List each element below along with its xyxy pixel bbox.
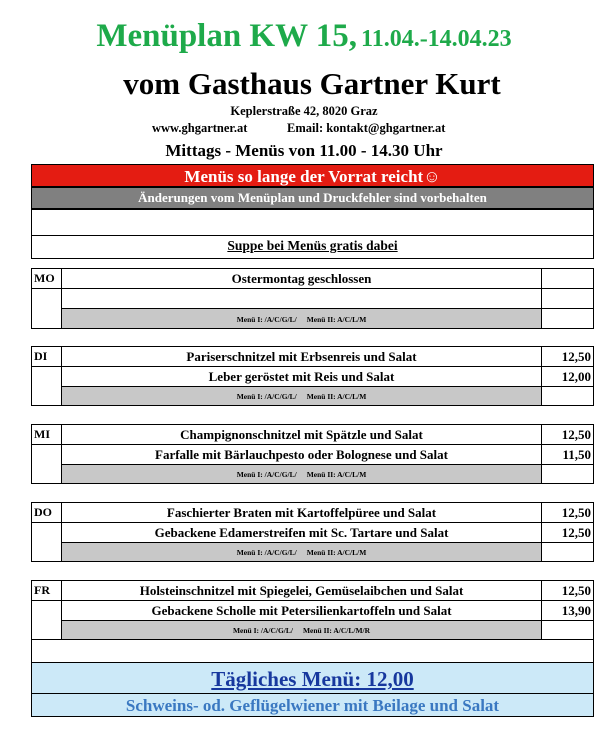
- dish-price: 12,50: [541, 522, 594, 543]
- dish-name: [61, 288, 542, 309]
- allergen-price-blank: [541, 386, 594, 406]
- availability-banner: Menüs so lange der Vorrat reicht☺: [31, 164, 594, 187]
- allergens-menu-1: Menü I: /A/C/G/L/: [236, 315, 297, 324]
- opening-hours: Mittags - Menüs von 11.00 - 14.30 Uhr: [165, 141, 443, 160]
- allergens-menu-2: Menü II: A/C/L/M: [306, 548, 367, 557]
- blank-row: [31, 639, 594, 663]
- dish-price: 12,50: [541, 580, 594, 601]
- dish-name: Faschierter Braten mit Kartoffelpüree und Salat: [61, 502, 542, 523]
- day-label: FR: [31, 580, 62, 601]
- dish-name: Holsteinschnitzel mit Spiegelei, Gemüselaibchen und Salat: [61, 580, 542, 601]
- dish-price: 12,50: [541, 424, 594, 445]
- blank-row: [31, 209, 594, 236]
- daily-menu-title-text: Tägliches Menü: 12,00: [211, 667, 414, 691]
- allergens-menu-2: Menü II: A/C/L/M/R: [302, 626, 371, 635]
- soup-notice-text: Suppe bei Menüs gratis dabei: [227, 238, 398, 253]
- day-label: MI: [31, 424, 62, 445]
- dish-price: 12,00: [541, 366, 594, 387]
- allergen-info: [61, 386, 542, 406]
- website-link[interactable]: www.ghgartner.at: [152, 121, 248, 135]
- allergen-price-blank: [541, 464, 594, 484]
- dish-price: 12,50: [541, 346, 594, 367]
- email-address[interactable]: Email: kontakt@ghgartner.at: [287, 121, 446, 135]
- day-label: DO: [31, 502, 62, 523]
- dish-name: Champignonschnitzel mit Spätzle und Salat: [61, 424, 542, 445]
- soup-notice: [31, 235, 594, 259]
- day-spacer: [31, 600, 62, 640]
- dish-price: 12,50: [541, 502, 594, 523]
- allergen-price-blank: [541, 542, 594, 562]
- restaurant-name: vom Gasthaus Gartner Kurt: [123, 66, 501, 101]
- day-spacer: [31, 444, 62, 484]
- day-spacer: [31, 366, 62, 406]
- day-label: DI: [31, 346, 62, 367]
- allergen-price-blank: [541, 308, 594, 329]
- allergen-info: [61, 464, 542, 484]
- daily-menu-title: [31, 662, 594, 694]
- day-label: MO: [31, 268, 62, 289]
- day-spacer: [31, 522, 62, 562]
- allergens-menu-1: Menü I: /A/C/G/L/: [236, 470, 297, 479]
- day-spacer: [31, 288, 62, 329]
- dish-price: 11,50: [541, 444, 594, 465]
- title-dates: 11.04.-14.04.23: [361, 26, 512, 52]
- dish-price: [541, 268, 594, 289]
- dish-name: Farfalle mit Bärlauchpesto oder Bolognese und Salat: [61, 444, 542, 465]
- allergens-menu-1: Menü I: /A/C/G/L/: [232, 626, 293, 635]
- title-main: Menüplan KW 15,: [96, 18, 358, 54]
- daily-menu-description: Schweins- od. Geflügelwiener mit Beilage und Salat: [31, 693, 594, 717]
- allergen-info: [61, 620, 542, 640]
- allergens-menu-1: Menü I: /A/C/G/L/: [236, 392, 297, 401]
- dish-name: Ostermontag geschlossen: [61, 268, 542, 289]
- menu-title: [0, 18, 608, 66]
- dish-name: Gebackene Scholle mit Petersilienkartoffeln und Salat: [61, 600, 542, 621]
- dish-name: Pariserschnitzel mit Erbsenreis und Salat: [61, 346, 542, 367]
- allergens-menu-2: Menü II: A/C/L/M: [306, 315, 367, 324]
- dish-price: [541, 288, 594, 309]
- allergen-price-blank: [541, 620, 594, 640]
- disclaimer-banner: Änderungen vom Menüplan und Druckfehler sind vorbehalten: [31, 187, 594, 209]
- dish-price: 13,90: [541, 600, 594, 621]
- allergen-info: [61, 542, 542, 562]
- allergens-menu-1: Menü I: /A/C/G/L/: [236, 548, 297, 557]
- allergens-menu-2: Menü II: A/C/L/M: [306, 470, 367, 479]
- allergens-menu-2: Menü II: A/C/L/M: [306, 392, 367, 401]
- allergen-info: [61, 308, 542, 329]
- dish-name: Gebackene Edamerstreifen mit Sc. Tartare und Salat: [61, 522, 542, 543]
- address: Keplerstraße 42, 8020 Graz: [230, 104, 378, 118]
- dish-name: Leber geröstet mit Reis und Salat: [61, 366, 542, 387]
